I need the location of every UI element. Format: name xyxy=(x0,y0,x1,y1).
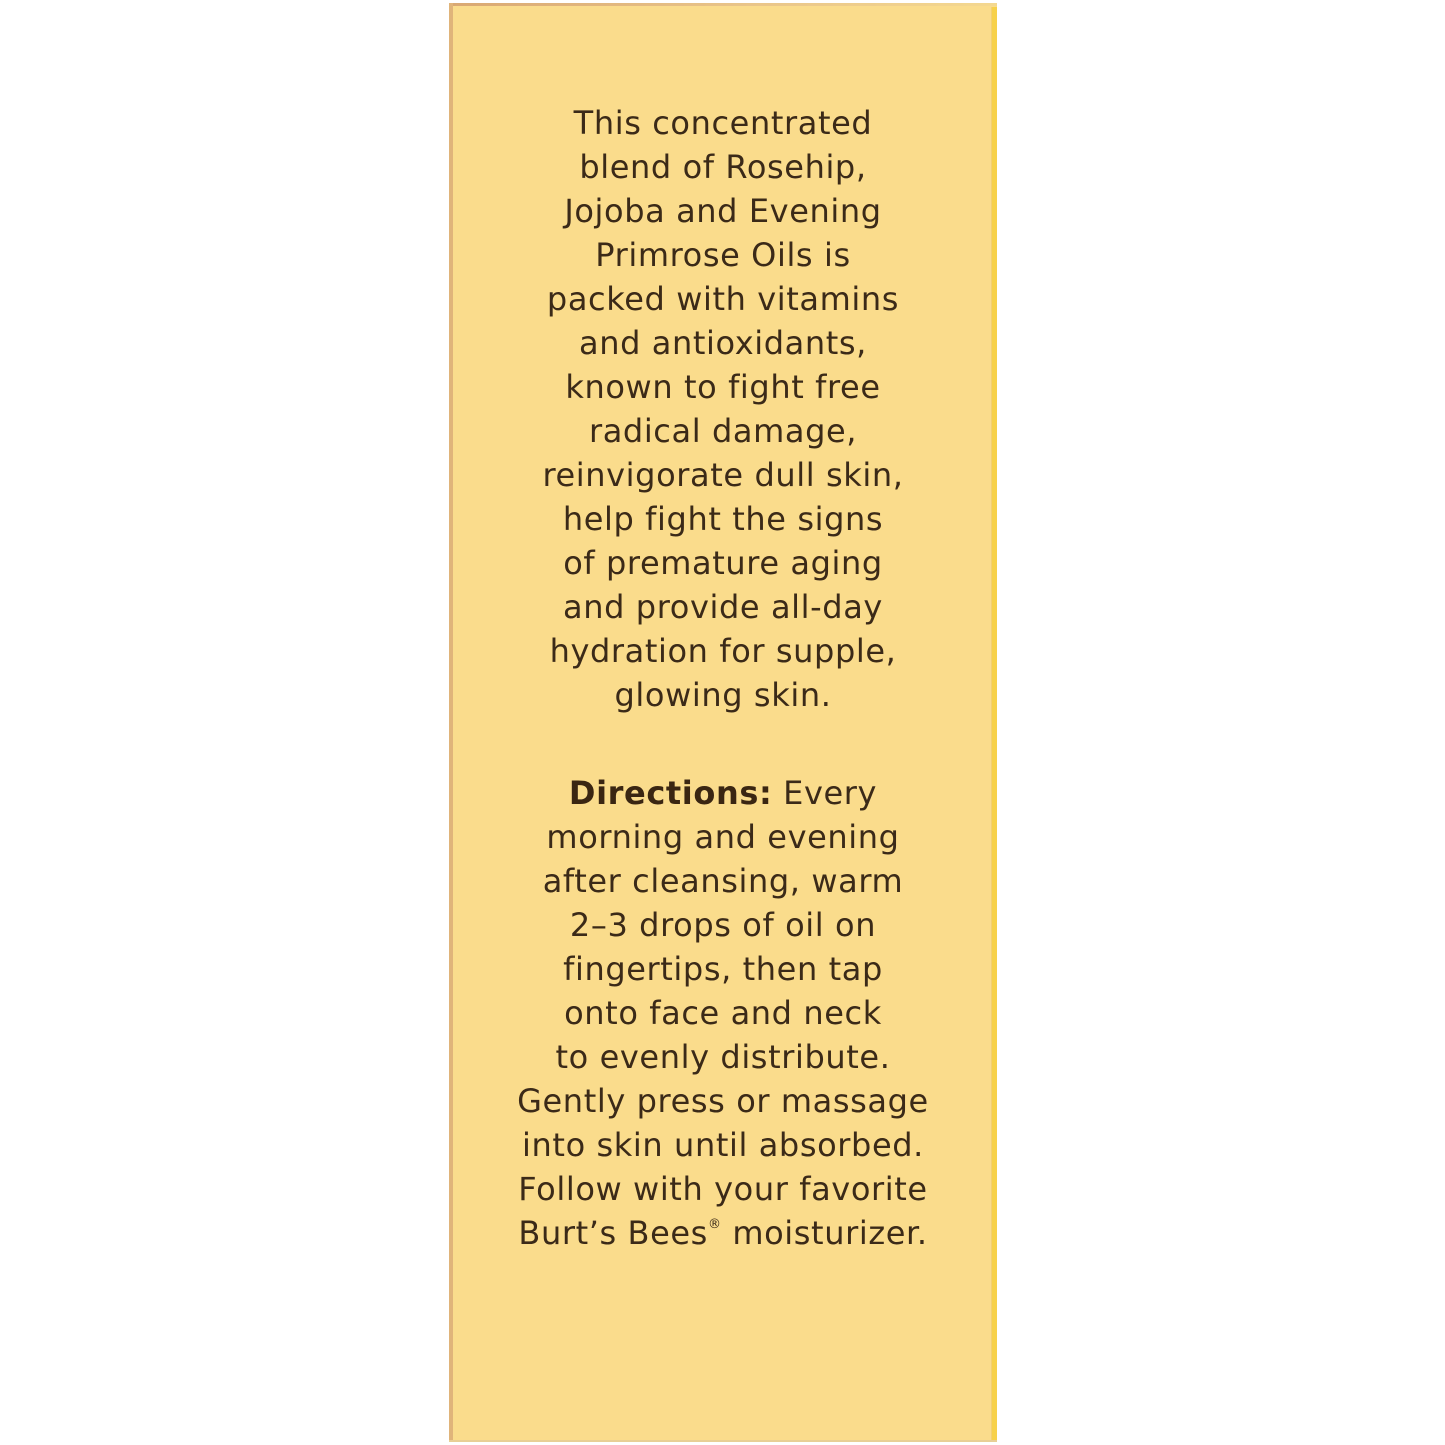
description-line: glowing skin. xyxy=(614,676,832,714)
directions-text: Every xyxy=(772,774,878,812)
description-line: Primrose Oils is xyxy=(595,236,851,274)
product-description xyxy=(449,101,997,717)
registered-trademark-icon: ® xyxy=(707,1217,722,1232)
description-line: known to fight free xyxy=(565,368,881,406)
directions-line: 2–3 drops of oil on xyxy=(569,906,877,944)
brand-name: Burt’s Bees xyxy=(518,1214,708,1252)
directions-first-line xyxy=(449,771,997,815)
directions-label: Directions: xyxy=(568,774,773,812)
description-line: and provide all-day xyxy=(563,588,883,626)
box-bottom-edge xyxy=(449,1440,997,1442)
directions-last-line xyxy=(449,1211,997,1255)
directions-text: moisturizer. xyxy=(721,1214,928,1252)
description-line: of premature aging xyxy=(563,544,883,582)
directions-line: Gently press or massage xyxy=(517,1082,929,1120)
product-box-side-panel xyxy=(449,3,997,1442)
description-line: Jojoba and Evening xyxy=(564,192,882,230)
section-spacer xyxy=(449,717,997,771)
directions-line: morning and evening xyxy=(546,818,900,856)
description-line: and antioxidants, xyxy=(579,324,867,362)
description-line: blend of Rosehip, xyxy=(579,148,867,186)
directions-section xyxy=(449,771,997,1255)
directions-line: onto face and neck xyxy=(564,994,882,1032)
directions-line: fingertips, then tap xyxy=(563,950,883,988)
description-line: reinvigorate dull skin, xyxy=(542,456,904,494)
directions-line: into skin until absorbed. xyxy=(522,1126,924,1164)
directions-line: to evenly distribute. xyxy=(555,1038,891,1076)
directions-line: Follow with your favorite xyxy=(518,1170,928,1208)
panel-text xyxy=(449,101,997,1255)
description-line: This concentrated xyxy=(573,104,873,142)
description-line: packed with vitamins xyxy=(546,280,900,318)
description-line: radical damage, xyxy=(588,412,858,450)
box-top-edge xyxy=(449,3,997,6)
description-line: hydration for supple, xyxy=(549,632,897,670)
description-line: help fight the signs xyxy=(562,500,884,538)
directions-line: after cleansing, warm xyxy=(542,862,904,900)
